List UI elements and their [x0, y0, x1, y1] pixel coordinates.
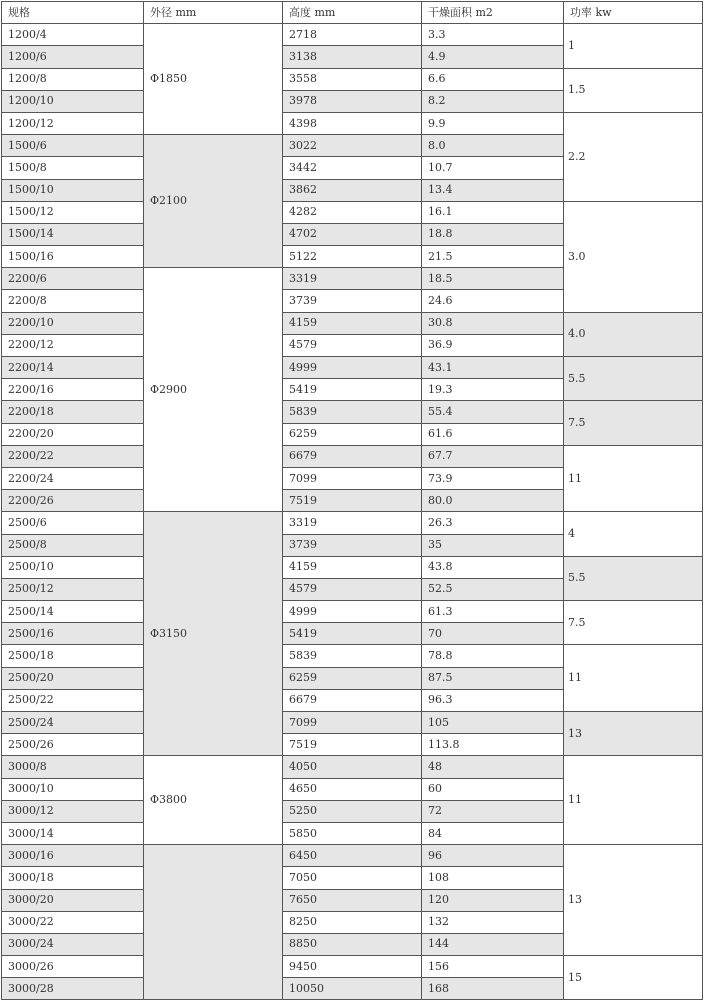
- area-cell: 13.4: [422, 179, 564, 201]
- height-cell: 8850: [283, 933, 422, 955]
- area-cell: 4.9: [422, 46, 564, 68]
- area-cell: 18.5: [422, 268, 564, 290]
- area-cell: 144: [422, 933, 564, 955]
- height-cell: 3022: [283, 135, 422, 157]
- power-cell: 7.5: [564, 601, 703, 645]
- table-row: [2, 556, 703, 578]
- area-cell: 52.5: [422, 578, 564, 600]
- height-cell: 7650: [283, 889, 422, 911]
- column-header: 规格: [2, 2, 144, 24]
- spec-cell: 2200/10: [2, 312, 144, 334]
- power-cell: 3.0: [564, 201, 703, 312]
- diameter-cell: Φ3150: [144, 512, 283, 756]
- area-cell: 10.7: [422, 157, 564, 179]
- spec-cell: 2500/10: [2, 556, 144, 578]
- height-cell: 3138: [283, 46, 422, 68]
- power-cell: 4: [564, 512, 703, 556]
- spec-cell: 2200/16: [2, 379, 144, 401]
- area-cell: 96.3: [422, 689, 564, 711]
- area-cell: 87.5: [422, 667, 564, 689]
- spec-cell: 2500/26: [2, 734, 144, 756]
- height-cell: 6259: [283, 667, 422, 689]
- table-row: [2, 712, 703, 734]
- area-cell: 61.3: [422, 601, 564, 623]
- area-cell: 80.0: [422, 490, 564, 512]
- area-cell: 43.8: [422, 556, 564, 578]
- table-row: [2, 756, 703, 778]
- area-cell: 24.6: [422, 290, 564, 312]
- area-cell: 43.1: [422, 357, 564, 379]
- height-cell: 3862: [283, 179, 422, 201]
- area-cell: 16.1: [422, 201, 564, 223]
- spec-cell: 2200/22: [2, 445, 144, 467]
- area-cell: 73.9: [422, 467, 564, 489]
- spec-cell: 2200/6: [2, 268, 144, 290]
- height-cell: 6679: [283, 445, 422, 467]
- spec-cell: 1500/6: [2, 135, 144, 157]
- height-cell: 6259: [283, 423, 422, 445]
- column-header: 功率 kw: [564, 2, 703, 24]
- height-cell: 4650: [283, 778, 422, 800]
- area-cell: 30.8: [422, 312, 564, 334]
- area-cell: 8.0: [422, 135, 564, 157]
- height-cell: 7519: [283, 490, 422, 512]
- spec-cell: 2200/8: [2, 290, 144, 312]
- power-cell: 7.5: [564, 401, 703, 445]
- height-cell: 3319: [283, 512, 422, 534]
- spec-cell: 2200/24: [2, 467, 144, 489]
- spec-cell: 3000/20: [2, 889, 144, 911]
- height-cell: 5250: [283, 800, 422, 822]
- area-cell: 9.9: [422, 112, 564, 134]
- spec-cell: 2500/14: [2, 601, 144, 623]
- table-row: [2, 68, 703, 90]
- power-cell: 11: [564, 756, 703, 845]
- area-cell: 18.8: [422, 223, 564, 245]
- height-cell: 5850: [283, 822, 422, 844]
- height-cell: 4159: [283, 556, 422, 578]
- table-row: [2, 601, 703, 623]
- spec-cell: 3000/14: [2, 822, 144, 844]
- spec-cell: 2200/18: [2, 401, 144, 423]
- table-row: [2, 512, 703, 534]
- power-cell: 5.5: [564, 357, 703, 401]
- spec-cell: 1500/8: [2, 157, 144, 179]
- height-cell: 3442: [283, 157, 422, 179]
- height-cell: 2718: [283, 24, 422, 46]
- spec-cell: 2500/8: [2, 534, 144, 556]
- power-cell: 2.2: [564, 112, 703, 201]
- area-cell: 132: [422, 911, 564, 933]
- area-cell: 19.3: [422, 379, 564, 401]
- height-cell: 4702: [283, 223, 422, 245]
- power-cell: 5.5: [564, 556, 703, 600]
- table-row: [2, 357, 703, 379]
- area-cell: 84: [422, 822, 564, 844]
- height-cell: 6679: [283, 689, 422, 711]
- spec-table: [1, 1, 703, 1000]
- area-cell: 78.8: [422, 645, 564, 667]
- spec-cell: 3000/12: [2, 800, 144, 822]
- height-cell: 5122: [283, 246, 422, 268]
- spec-cell: 2500/12: [2, 578, 144, 600]
- area-cell: 113.8: [422, 734, 564, 756]
- height-cell: 9450: [283, 956, 422, 978]
- area-cell: 35: [422, 534, 564, 556]
- spec-cell: 2500/16: [2, 623, 144, 645]
- power-cell: 11: [564, 445, 703, 512]
- spec-cell: 1500/16: [2, 246, 144, 268]
- spec-cell: 2200/14: [2, 357, 144, 379]
- power-cell: 1: [564, 24, 703, 68]
- spec-cell: 3000/26: [2, 956, 144, 978]
- table-row: [2, 645, 703, 667]
- spec-cell: 3000/16: [2, 845, 144, 867]
- power-cell: 15: [564, 956, 703, 1000]
- area-cell: 6.6: [422, 68, 564, 90]
- area-cell: 8.2: [422, 90, 564, 112]
- height-cell: 3558: [283, 68, 422, 90]
- height-cell: 10050: [283, 978, 422, 1000]
- height-cell: 3319: [283, 268, 422, 290]
- area-cell: 48: [422, 756, 564, 778]
- diameter-cell: Φ1850: [144, 24, 283, 135]
- spec-cell: 3000/22: [2, 911, 144, 933]
- area-cell: 108: [422, 867, 564, 889]
- area-cell: 61.6: [422, 423, 564, 445]
- spec-cell: 3000/24: [2, 933, 144, 955]
- area-cell: 67.7: [422, 445, 564, 467]
- column-header: 干燥面积 m2: [422, 2, 564, 24]
- spec-cell: 2500/24: [2, 712, 144, 734]
- spec-cell: 1200/10: [2, 90, 144, 112]
- area-cell: 96: [422, 845, 564, 867]
- height-cell: 7099: [283, 467, 422, 489]
- power-cell: 4.0: [564, 312, 703, 356]
- area-cell: 168: [422, 978, 564, 1000]
- height-cell: 5419: [283, 379, 422, 401]
- height-cell: 7050: [283, 867, 422, 889]
- power-cell: 13: [564, 712, 703, 756]
- spec-cell: 2500/6: [2, 512, 144, 534]
- height-cell: 4579: [283, 578, 422, 600]
- height-cell: 6450: [283, 845, 422, 867]
- area-cell: 120: [422, 889, 564, 911]
- spec-cell: 1500/12: [2, 201, 144, 223]
- power-cell: 11: [564, 645, 703, 712]
- header-row: [2, 2, 703, 24]
- spec-cell: 3000/28: [2, 978, 144, 1000]
- area-cell: 21.5: [422, 246, 564, 268]
- height-cell: 4999: [283, 357, 422, 379]
- height-cell: 7099: [283, 712, 422, 734]
- area-cell: 72: [422, 800, 564, 822]
- spec-cell: 3000/18: [2, 867, 144, 889]
- table-row: [2, 312, 703, 334]
- height-cell: 5839: [283, 401, 422, 423]
- height-cell: 3978: [283, 90, 422, 112]
- table-row: [2, 845, 703, 867]
- spec-cell: 2200/20: [2, 423, 144, 445]
- spec-cell: 2200/12: [2, 334, 144, 356]
- spec-cell: 2200/26: [2, 490, 144, 512]
- area-cell: 70: [422, 623, 564, 645]
- table-row: [2, 24, 703, 46]
- spec-cell: 1500/10: [2, 179, 144, 201]
- spec-cell: 2500/18: [2, 645, 144, 667]
- spec-cell: 3000/8: [2, 756, 144, 778]
- spec-table-body: [2, 2, 703, 1000]
- table-row: [2, 401, 703, 423]
- area-cell: 55.4: [422, 401, 564, 423]
- spec-cell: 1200/12: [2, 112, 144, 134]
- spec-cell: 1200/8: [2, 68, 144, 90]
- diameter-cell: Φ3800: [144, 756, 283, 845]
- column-header: 外径 mm: [144, 2, 283, 24]
- height-cell: 4398: [283, 112, 422, 134]
- spec-cell: 2500/20: [2, 667, 144, 689]
- height-cell: 3739: [283, 290, 422, 312]
- column-header: 高度 mm: [283, 2, 422, 24]
- spec-cell: 1500/14: [2, 223, 144, 245]
- area-cell: 3.3: [422, 24, 564, 46]
- area-cell: 156: [422, 956, 564, 978]
- area-cell: 36.9: [422, 334, 564, 356]
- height-cell: 4050: [283, 756, 422, 778]
- table-row: [2, 201, 703, 223]
- area-cell: 105: [422, 712, 564, 734]
- spec-cell: 1200/4: [2, 24, 144, 46]
- diameter-cell: Φ2900: [144, 268, 283, 512]
- height-cell: 5839: [283, 645, 422, 667]
- spec-cell: 2500/22: [2, 689, 144, 711]
- spec-cell: 3000/10: [2, 778, 144, 800]
- spec-cell: 1200/6: [2, 46, 144, 68]
- height-cell: 5419: [283, 623, 422, 645]
- height-cell: 8250: [283, 911, 422, 933]
- area-cell: 26.3: [422, 512, 564, 534]
- height-cell: 4999: [283, 601, 422, 623]
- height-cell: 4159: [283, 312, 422, 334]
- table-row: [2, 445, 703, 467]
- diameter-cell: [144, 845, 283, 1000]
- power-cell: 13: [564, 845, 703, 956]
- power-cell: 1.5: [564, 68, 703, 112]
- height-cell: 4579: [283, 334, 422, 356]
- table-row: [2, 112, 703, 134]
- height-cell: 3739: [283, 534, 422, 556]
- height-cell: 7519: [283, 734, 422, 756]
- area-cell: 60: [422, 778, 564, 800]
- diameter-cell: Φ2100: [144, 135, 283, 268]
- height-cell: 4282: [283, 201, 422, 223]
- table-row: [2, 956, 703, 978]
